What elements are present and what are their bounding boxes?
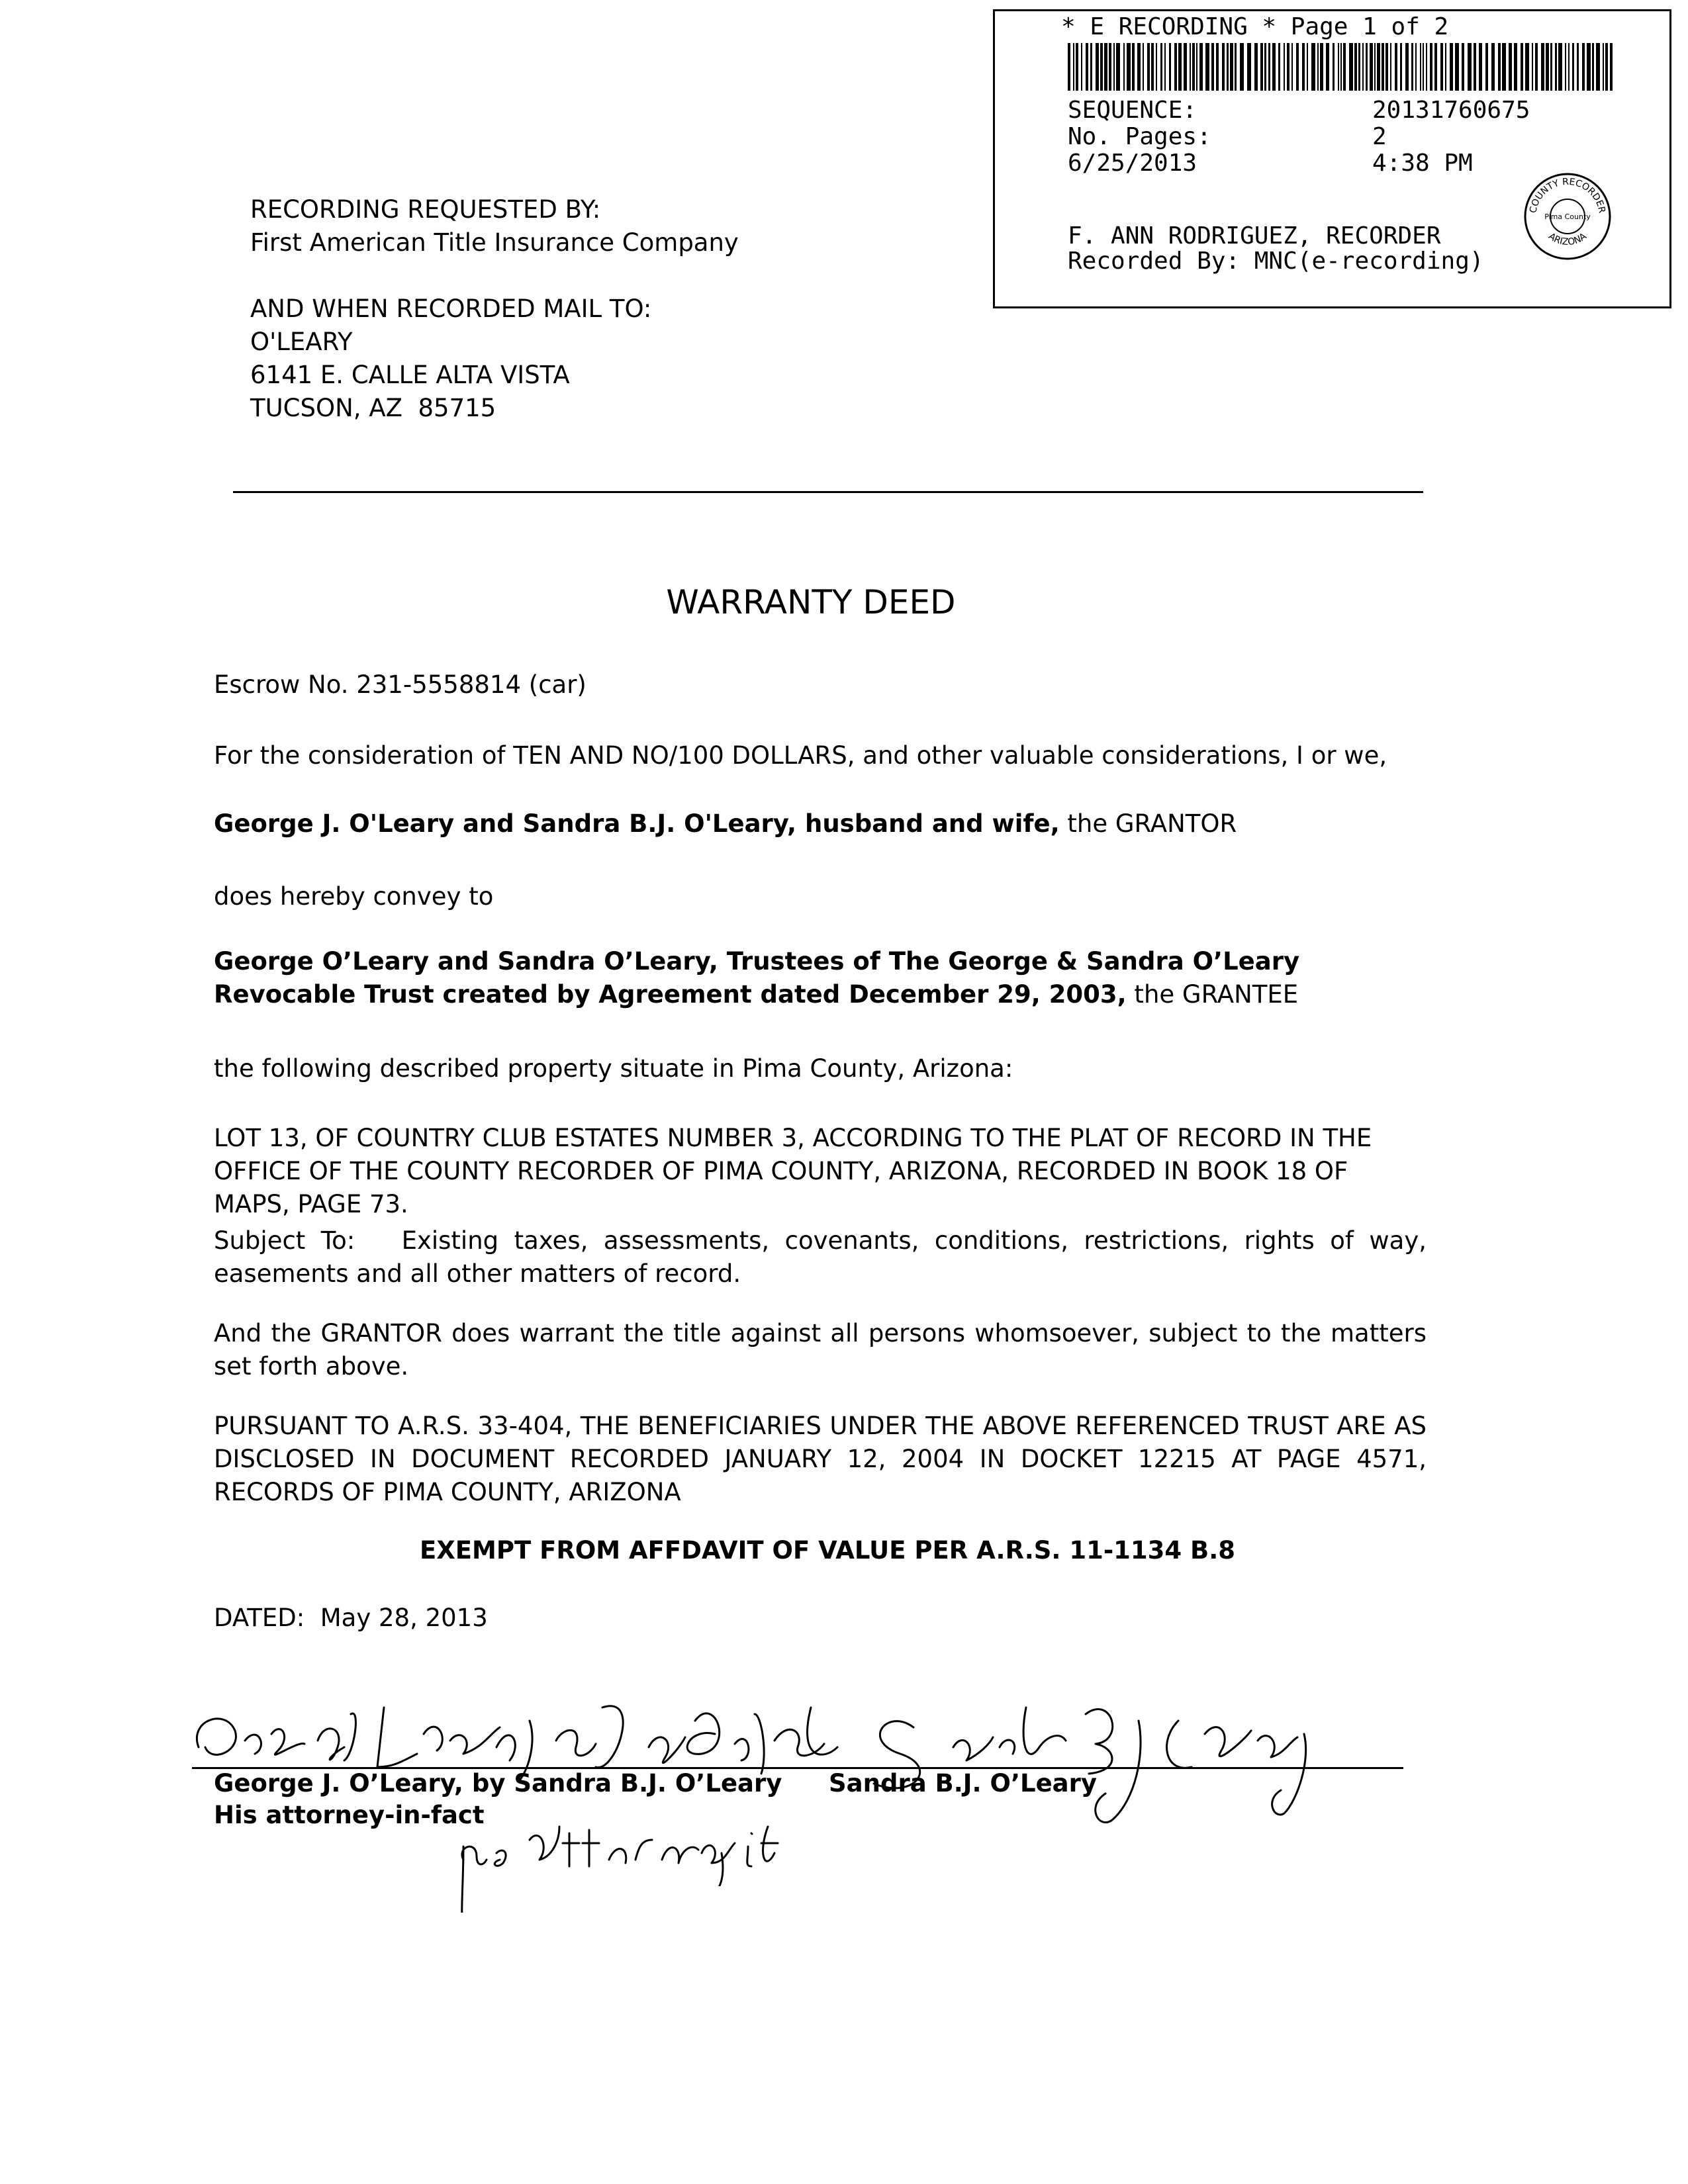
barcode-bar xyxy=(1192,43,1195,91)
property-intro: the following described property situate in Pima County, Arizona: xyxy=(214,1054,1013,1083)
barcode-bar xyxy=(1568,43,1570,91)
barcode-bar xyxy=(1160,43,1162,91)
escrow-number: Escrow No. 231-5558814 (car) xyxy=(214,670,586,699)
signer1-role: His attorney-in-fact xyxy=(214,1801,485,1829)
barcode-bar xyxy=(1349,43,1353,91)
barcode-bar xyxy=(1284,43,1285,91)
barcode-bar xyxy=(1235,43,1237,91)
barcode-bar xyxy=(1605,43,1608,91)
barcode-bar xyxy=(1081,43,1082,91)
barcode-bar xyxy=(1366,43,1368,91)
barcode-bar xyxy=(1455,43,1459,91)
barcode-bar xyxy=(1268,43,1270,91)
barcode-bar xyxy=(1090,43,1092,91)
barcode-bar xyxy=(1127,43,1131,91)
grantor-line xyxy=(214,807,1427,841)
grantee-role: the GRANTEE xyxy=(1126,980,1299,1009)
grantee-names: George O’Leary and Sandra O’Leary, Trustees of The George & Sandra O’Leary Revocable Trust created by Agreement dated December 29, 2003, xyxy=(214,947,1300,1009)
seal-top-text: COUNTY RECORDER xyxy=(1528,176,1607,214)
requested-by-label: RECORDING REQUESTED BY: xyxy=(250,195,601,224)
barcode-bar xyxy=(1132,43,1135,91)
seal-bottom-text: ARIZONA xyxy=(1546,231,1589,248)
barcode-bar xyxy=(1174,43,1177,91)
barcode-bar xyxy=(1450,43,1453,91)
barcode-bar xyxy=(1502,43,1506,91)
exempt-statement: EXEMPT FROM AFFDAVIT OF VALUE PER A.R.S. 11-1134 B.8 xyxy=(419,1536,1236,1565)
barcode-bar xyxy=(1143,43,1144,91)
record-date: 6/25/2013 xyxy=(1068,150,1197,177)
barcode-bar xyxy=(1474,43,1476,91)
mail-to-name: O'LEARY xyxy=(250,328,353,356)
stamp-recorder: F. ANN RODRIGUEZ, RECORDER xyxy=(1068,222,1441,250)
barcode-bar xyxy=(1278,43,1280,91)
subject-to: Subject To: Existing taxes, assessments, covenants, conditions, restrictions, rights of way, easements and all other matters of record. xyxy=(214,1226,1434,1288)
barcode-bar xyxy=(1199,43,1203,91)
barcode-bar xyxy=(1491,43,1495,91)
barcode-bar xyxy=(1354,43,1357,91)
barcode-bar xyxy=(1307,43,1308,91)
signature-sandra-scribble xyxy=(874,1707,1306,1823)
barcode-bar xyxy=(1541,43,1544,91)
stamp-recorded-by: Recorded By: MNC(e-recording) xyxy=(1068,248,1484,275)
pages-value: 2 xyxy=(1372,123,1387,150)
barcode-bar xyxy=(1123,43,1125,91)
barcode-bar xyxy=(1068,43,1070,91)
barcode-bar xyxy=(1498,43,1501,91)
mail-to-label: AND WHEN RECORDED MAIL TO: xyxy=(250,295,652,323)
barcode-bar xyxy=(1550,43,1552,91)
barcode-bar xyxy=(1603,43,1604,91)
barcode-bar xyxy=(1230,43,1233,91)
barcode-bar xyxy=(1411,43,1413,91)
convey-text: does hereby convey to xyxy=(214,882,494,911)
document-title: WARRANTY DEED xyxy=(666,583,956,621)
grantor-names: George J. O'Leary and Sandra B.J. O'Leary, husband and wife, xyxy=(214,809,1060,838)
barcode-bar xyxy=(1610,43,1613,91)
barcode-bar xyxy=(1582,43,1585,91)
barcode-bar xyxy=(1592,43,1594,91)
barcode-bar xyxy=(1109,43,1111,91)
barcode-bar xyxy=(1370,43,1373,91)
barcode-bar xyxy=(1565,43,1566,91)
barcode-bar xyxy=(1362,43,1364,91)
barcode-bar xyxy=(1338,43,1339,91)
barcode-bar xyxy=(1190,43,1191,91)
barcode-bar xyxy=(1320,43,1323,91)
barcode-bar xyxy=(1311,43,1315,91)
barcode-bar xyxy=(1254,43,1258,91)
barcode-bar xyxy=(1440,43,1443,91)
barcode-bar xyxy=(1395,43,1397,91)
barcode-bar xyxy=(1479,43,1482,91)
barcode-bar xyxy=(1272,43,1276,91)
header-divider xyxy=(233,491,1423,493)
barcode-bar xyxy=(1587,43,1591,91)
grantee-line xyxy=(214,945,1427,1011)
barcode-bar xyxy=(1546,43,1549,91)
barcode-bar xyxy=(1227,43,1229,91)
barcode-bar xyxy=(1137,43,1141,91)
barcode-bar xyxy=(1434,43,1437,91)
barcode-bar xyxy=(1445,43,1446,91)
dated-line: DATED: May 28, 2013 xyxy=(214,1604,488,1632)
barcode xyxy=(1068,43,1617,91)
pages-label: No. Pages: xyxy=(1068,123,1211,150)
barcode-bar xyxy=(1264,43,1266,91)
barcode-bar xyxy=(1317,43,1319,91)
barcode-bar xyxy=(1532,43,1533,91)
barcode-bar xyxy=(1377,43,1380,91)
barcode-bar xyxy=(1485,43,1488,91)
barcode-bar xyxy=(1296,43,1299,91)
barcode-bar xyxy=(1100,43,1103,91)
barcode-bar xyxy=(1555,43,1557,91)
barcode-bar xyxy=(1169,43,1171,91)
barcode-bar xyxy=(1382,43,1384,91)
barcode-bar xyxy=(1525,43,1529,91)
barcode-bar xyxy=(1205,43,1209,91)
barcode-bar xyxy=(1287,43,1289,91)
barcode-bar xyxy=(1535,43,1538,91)
barcode-bar xyxy=(1178,43,1182,91)
signer2-name: Sandra B.J. O’Leary xyxy=(829,1769,1098,1797)
barcode-bar xyxy=(1405,43,1409,91)
barcode-bar xyxy=(1420,43,1421,91)
address-block xyxy=(250,193,846,425)
barcode-bar xyxy=(1196,43,1197,91)
grantor-role: the GRANTOR xyxy=(1059,809,1237,838)
stamp-sequence xyxy=(1068,97,1530,124)
barcode-bar xyxy=(1333,43,1335,91)
barcode-bar xyxy=(1385,43,1388,91)
barcode-bar xyxy=(1147,43,1150,91)
barcode-bar xyxy=(1343,43,1346,91)
barcode-bar xyxy=(1104,43,1107,91)
barcode-bar xyxy=(1514,43,1517,91)
barcode-bar xyxy=(1430,43,1432,91)
barcode-bar xyxy=(1260,43,1263,91)
barcode-bar xyxy=(1096,43,1099,91)
barcode-bar xyxy=(1596,43,1600,91)
sequence-label: SEQUENCE: xyxy=(1068,97,1197,124)
requested-by-value: First American Title Insurance Company xyxy=(250,228,739,257)
barcode-bar xyxy=(1151,43,1154,91)
barcode-bar xyxy=(1326,43,1329,91)
barcode-bar xyxy=(1086,43,1088,91)
barcode-bar xyxy=(1076,43,1078,91)
barcode-bar xyxy=(1509,43,1512,91)
barcode-bar xyxy=(1390,43,1391,91)
record-time: 4:38 PM xyxy=(1372,150,1473,177)
stamp-pages xyxy=(1068,124,1387,150)
barcode-bar xyxy=(1291,43,1293,91)
barcode-bar xyxy=(1116,43,1120,91)
barcode-bar xyxy=(1558,43,1562,91)
pursuant-clause: PURSUANT TO A.R.S. 33-404, THE BENEFICIARIES UNDER THE ABOVE REFERENCED TRUST ARE AS DISCLOSED IN DOCUMENT RECORDED JANUARY 12, 2004 IN DOCKET 12215 AT PAGE 4571, RECORDS OF PIMA COUNTY, ARIZONA xyxy=(214,1412,1427,1506)
stamp-datetime xyxy=(1068,150,1473,177)
barcode-bar xyxy=(1113,43,1115,91)
barcode-bar xyxy=(1216,43,1219,91)
barcode-bar xyxy=(1577,43,1579,91)
barcode-bar xyxy=(1521,43,1523,91)
recording-stamp xyxy=(993,9,1671,308)
barcode-bar xyxy=(1468,43,1472,91)
county-seal-icon xyxy=(1521,170,1614,263)
mail-to-city: TUCSON, AZ 85715 xyxy=(250,394,496,422)
barcode-bar xyxy=(1358,43,1360,91)
barcode-bar xyxy=(1374,43,1376,91)
barcode-bar xyxy=(1340,43,1342,91)
seal-center-text: Pima County xyxy=(1544,212,1591,221)
barcode-bar xyxy=(1156,43,1157,91)
barcode-bar xyxy=(1164,43,1166,91)
mail-to-street: 6141 E. CALLE ALTA VISTA xyxy=(250,361,570,389)
barcode-bar xyxy=(1240,43,1244,91)
barcode-bar xyxy=(1400,43,1402,91)
signer1-name: George J. O’Leary, by Sandra B.J. O’Leary xyxy=(214,1769,782,1797)
barcode-bar xyxy=(1211,43,1214,91)
barcode-bar xyxy=(1222,43,1225,91)
barcode-bar xyxy=(1423,43,1424,91)
barcode-bar xyxy=(1184,43,1187,91)
barcode-bar xyxy=(1302,43,1305,91)
legal-description: LOT 13, OF COUNTRY CLUB ESTATES NUMBER 3, ACCORDING TO THE PLAT OF RECORD IN THE OFFICE OF THE COUNTY RECORDER OF PIMA COUNTY, ARIZONA, RECORDED IN BOOK 18 OF MAPS, PAGE 73. xyxy=(214,1124,1372,1218)
sequence-value: 20131760675 xyxy=(1372,97,1530,124)
barcode-bar xyxy=(1426,43,1427,91)
consideration-text: For the consideration of TEN AND NO/100 DOLLARS, and other valuable considerations, I or we, xyxy=(214,741,1387,770)
warranty-clause: And the GRANTOR does warrant the title against all persons whomsoever, subject to the matters set forth above. xyxy=(214,1319,1427,1381)
barcode-bar xyxy=(1462,43,1464,91)
barcode-bar xyxy=(1073,43,1074,91)
barcode-bar xyxy=(1572,43,1574,91)
handwritten-attorney-note xyxy=(457,1807,788,1886)
stamp-title: * E RECORDING * Page 1 of 2 xyxy=(1061,13,1449,40)
svg-text:COUNTY RECORDER xyxy=(1528,177,1607,214)
barcode-bar xyxy=(1247,43,1251,91)
barcode-bar xyxy=(1415,43,1417,91)
